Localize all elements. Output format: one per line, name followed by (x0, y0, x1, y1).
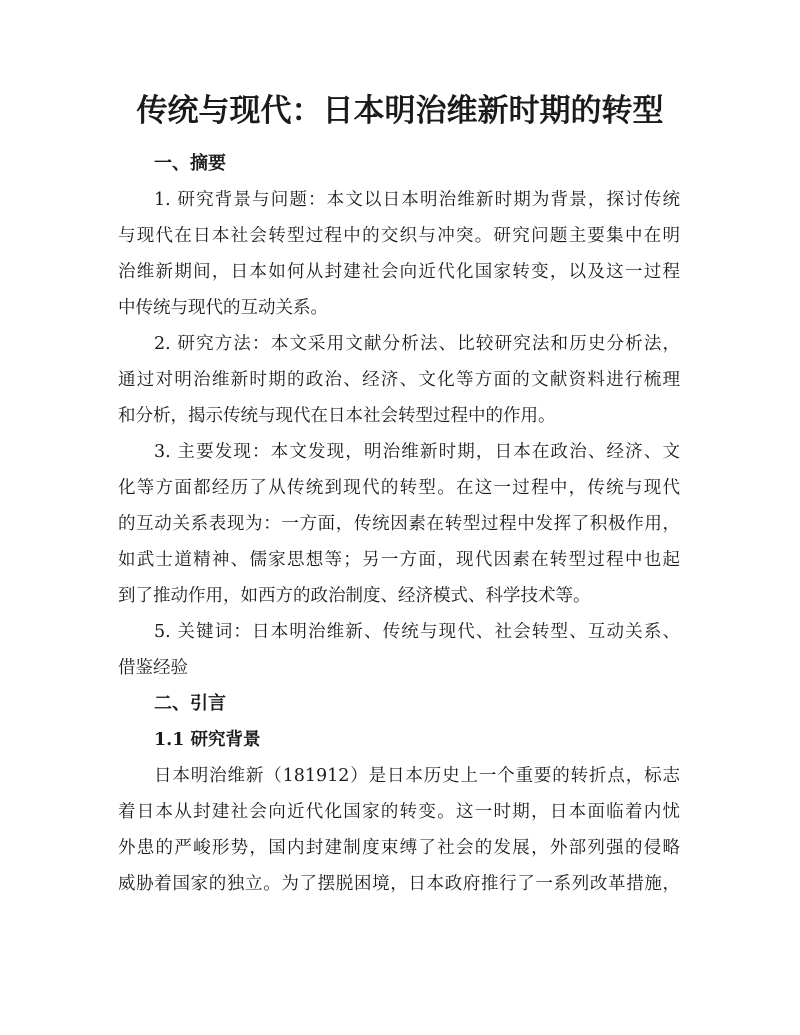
paragraph-line: 如武士道精神、儒家思想等；另一方面，现代因素在转型过程中也起 (118, 550, 680, 570)
paragraph-line: 与现代在日本社会转型过程中的交织与冲突。研究问题主要集中在明 (118, 226, 680, 246)
paragraph-line: 借鉴经验 (118, 658, 188, 678)
paragraph-line: 中传统与现代的互动关系。 (118, 298, 328, 318)
document-title: 传统与现代：日本明治维新时期的转型 (136, 93, 664, 129)
paragraph-line: 治维新期间，日本如何从封建社会向近代化国家转变，以及这一过程 (118, 262, 680, 282)
introduction-subheading: 1.1 研究背景 (154, 730, 261, 750)
abstract-paragraph-background (118, 182, 680, 326)
abstract-paragraph-findings (118, 434, 680, 614)
paragraph-line: 化等方面都经历了从传统到现代的转型。在这一过程中，传统与现代 (118, 478, 680, 498)
abstract-paragraph-keywords (118, 614, 680, 686)
paragraph-line: 2. 研究方法：本文采用文献分析法、比较研究法和历史分析法， (154, 334, 680, 354)
introduction-heading: 二、引言 (154, 693, 226, 714)
paragraph-line: 1. 研究背景与问题：本文以日本明治维新时期为背景，探讨传统 (154, 190, 680, 210)
paragraph-line: 和分析，揭示传统与现代在日本社会转型过程中的作用。 (118, 406, 556, 426)
abstract-paragraph-methods (118, 326, 680, 434)
paragraph-line: 外患的严峻形势，国内封建制度束缚了社会的发展，外部列强的侵略 (118, 838, 680, 858)
paragraph-line: 的互动关系表现为：一方面，传统因素在转型过程中发挥了积极作用， (118, 514, 680, 534)
document-body (118, 146, 680, 902)
paragraph-line: 日本明治维新（181912）是日本历史上一个重要的转折点，标志 (154, 766, 680, 786)
paragraph-line: 5. 关键词：日本明治维新、传统与现代、社会转型、互动关系、 (154, 622, 680, 642)
paragraph-line: 到了推动作用，如西方的政治制度、经济模式、科学技术等。 (118, 586, 591, 606)
paragraph-line: 3. 主要发现：本文发现，明治维新时期，日本在政治、经济、文 (154, 442, 680, 462)
paragraph-line: 着日本从封建社会向近代化国家的转变。这一时期，日本面临着内忧 (118, 802, 680, 822)
paragraph-line: 威胁着国家的独立。为了摆脱困境，日本政府推行了一系列改革措施， (118, 874, 680, 894)
introduction-paragraph-background (118, 758, 680, 902)
paragraph-line: 通过对明治维新时期的政治、经济、文化等方面的文献资料进行梳理 (118, 370, 680, 390)
abstract-heading: 一、摘要 (154, 153, 226, 174)
